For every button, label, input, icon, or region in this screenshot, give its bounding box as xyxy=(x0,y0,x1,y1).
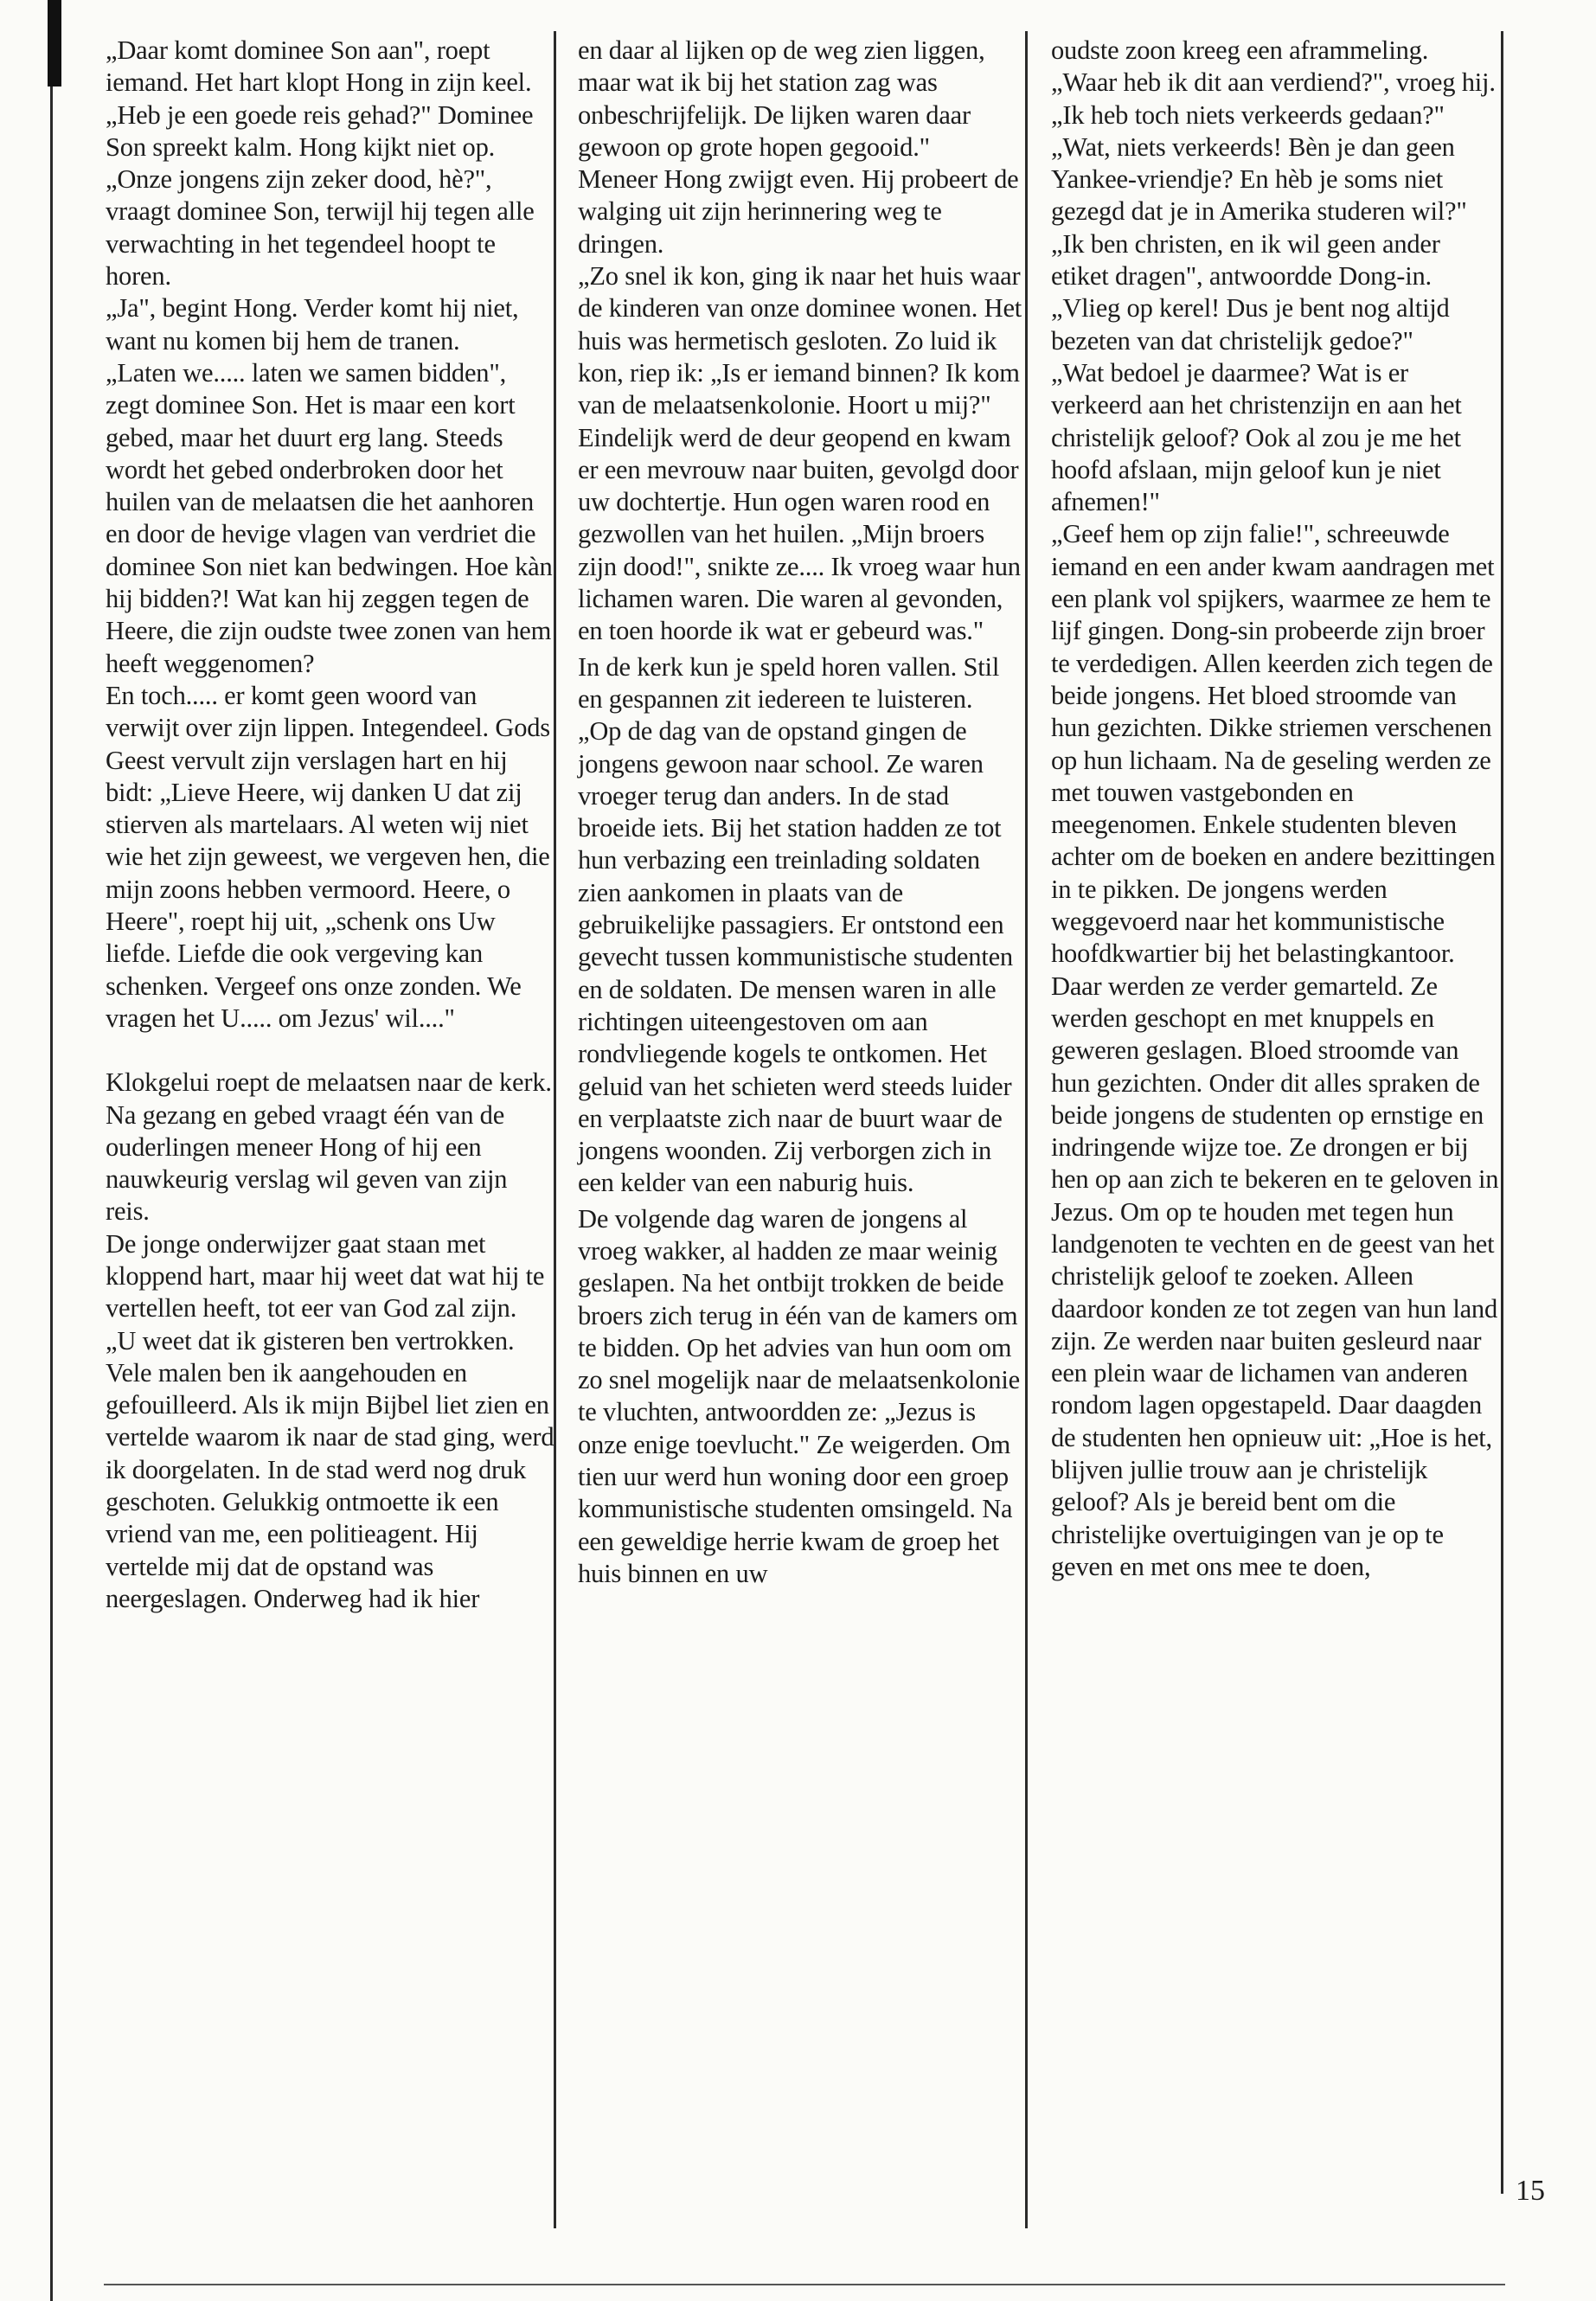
paragraph: „U weet dat ik gisteren ben vertrokken. Vele malen ben ik aangehouden en gefouilleerd. Als ik mijn Bijbel liet zien en vertelde waarom ik naar de stad ging, werd ik doorgelaten. In de stad werd nog druk geschoten. Gelukkig ontmoette ik een vriend van me, een politieagent. Hij vertelde mij dat de opstand was neergeslagen. Onderweg had ik hier xyxy=(106,1325,554,1613)
paragraph: „Wat bedoel je daarmee? Wat is er verkeerd aan het christenzijn en aan het christelijk geloof? Ook al zou je me het hoofd afslaan, mijn geloof kun je niet afnemen!" xyxy=(1051,357,1462,517)
paragraph: „Heb je een goede reis gehad?" Dominee Son spreekt kalm. Hong kijkt niet op. xyxy=(106,99,534,162)
text-column-1 xyxy=(106,35,555,1615)
paragraph: „Waar heb ik dit aan verdiend?", vroeg hij. „Ik heb toch niets verkeerds gedaan?" xyxy=(1051,67,1496,130)
paragraph: „Op de dag van de opstand gingen de jongens gewoon naar school. Ze waren vroeger terug dan anders. In de stad broeide iets. Bij het station hadden ze tot hun verbazing een treinlading soldaten zien aankomen in plaats van de gebruikelijke passagiers. Er ontstond een gevecht tussen kommunistische studenten en de soldaten. De mensen waren in alle richtingen uiteengestoven om aan rondvliegende kogels te ontkomen. Het geluid van het schieten werd steeds luider en verplaatste zich naar de buurt waar de jongens woonden. Zij verborgen zich in een kelder van een naburig huis. xyxy=(578,716,1013,1198)
column-rule-3 xyxy=(1501,31,1503,2194)
paragraph: De jonge onderwijzer gaat staan met kloppend hart, maar hij weet dat wat hij te vertellen heeft, tot eer van God zal zijn. xyxy=(106,1228,545,1324)
paragraph: Klokgelui roept de melaatsen naar de kerk. Na gezang en gebed vraagt één van de ouderlingen meneer Hong of hij een nauwkeurig verslag wil geven van zijn reis. xyxy=(106,1067,552,1227)
paragraph: De volgende dag waren de jongens al vroeg wakker, al hadden ze maar weinig geslapen. Na het ontbijt trokken de beide broers zich terug in één van de kamers om te bidden. Op het advies van hun oom om zo snel mogelijk naar de melaatsenkolonie te vluchten, antwoordden ze: „Jezus is onze enige toevlucht." Ze weigerden. Om tien uur werd hun woning door een groep kommunistische studenten omsingeld. Na een geweldige herrie kwam de groep het huis binnen en uw xyxy=(578,1203,1020,1588)
paragraph: En toch..... er komt geen woord van verwijt over zijn lippen. Integendeel. Gods Geest vervult zijn verslagen hart en hij bidt: „Lieve Heere, wij danken U dat zij stierven als martelaars. Al weten wij niet wie het zijn geweest, we vergeven hen, die mijn zoons hebben vermoord. Heere, o Heere", roept hij uit, „schenk ons Uw liefde. Liefde die ook vergeving kan schenken. Vergeef ons onze zonden. We vragen het U..... om Jezus' wil...." xyxy=(106,680,550,1033)
text-column-2 xyxy=(578,35,1028,1590)
page-left-edge xyxy=(50,87,53,2301)
page-bottom-edge xyxy=(104,2284,1505,2285)
paragraph: en daar al lijken op de weg zien liggen, maar wat ik bij het station zag was onbeschrijfelijk. De lijken waren daar gewoon op grote hopen gegooid." xyxy=(578,35,985,162)
paragraph: „Ik ben christen, en ik wil geen ander etiket dragen", antwoordde Dong-in. xyxy=(1051,228,1440,292)
paragraph: „Onze jongens zijn zeker dood, hè?", vraagt dominee Son, terwijl hij tegen alle verwachting in het tegendeel hoopt te horen. xyxy=(106,164,535,292)
paragraph: „Ja", begint Hong. Verder komt hij niet, want nu komen bij hem de tranen. xyxy=(106,293,519,356)
paragraph: „Vlieg op kerel! Dus je bent nog altijd bezeten van dat christelijk gedoe?" xyxy=(1051,293,1450,356)
paragraph: „Daar komt dominee Son aan", roept iemand. Het hart klopt Hong in zijn keel. xyxy=(106,35,532,98)
paragraph: „Laten we..... laten we samen bidden", zegt dominee Son. Het is maar een kort gebed, maar het duurt erg lang. Steeds wordt het gebed onderbroken door het huilen van de melaatsen die het aanhoren en door de hevige vlagen van verdriet die dominee Son niet kan bedwingen. Hoe kàn hij bidden?! Wat kan hij zeggen tegen de Heere, die zijn oudste twee zonen van hem heeft weggenomen? xyxy=(106,357,553,678)
paragraph: „Zo snel ik kon, ging ik naar het huis waar de kinderen van onze dominee wonen. Het huis was hermetisch gesloten. Zo luid ik kon, riep ik: „Is er iemand binnen? Ik kom van de melaatsenkolonie. Hoort u mij?" Eindelijk werd de deur geopend en kwam er een mevrouw naar buiten, gevolgd door uw dochtertje. Hun ogen waren rood en gezwollen van het huilen. „Mijn broers zijn dood!", snikte ze.... Ik vroeg waar hun lichamen waren. Die waren al gevonden, en toen hoorde ik wat er gebeurd was." xyxy=(578,261,1022,646)
paragraph: In de kerk kun je speld horen vallen. Stil en gespannen zit iedereen te luisteren. xyxy=(578,651,1000,714)
paragraph: oudste zoon kreeg een aframmeling. xyxy=(1051,35,1429,65)
page-number: 15 xyxy=(1516,2175,1545,2207)
paragraph: Meneer Hong zwijgt even. Hij probeert de walging uit zijn herinnering weg te dringen. xyxy=(578,164,1019,259)
paragraph: „Wat, niets verkeerds! Bèn je dan geen Yankee-vriendje? En hèb je soms niet gezegd dat je in Amerika studeren wil?" xyxy=(1051,131,1467,227)
binding-edge-mark xyxy=(48,0,61,87)
text-column-3 xyxy=(1051,35,1501,1583)
paragraph: „Geef hem op zijn falie!", schreeuwde iemand en een ander kwam aandragen met een plank vol spijkers, waarmee ze hem te lijf gingen. Dong-sin probeerde zijn broer te verdedigen. Allen keerden zich tegen de beide jongens. Het bloed stroomde van hun gezichten. Dikke striemen verschenen op hun lichaam. Na de geseling werden ze met touwen vastgebonden en meegenomen. Enkele studenten bleven achter om de boeken en andere bezittingen in te pikken. De jongens werden weggevoerd naar het kommunistische hoofdkwartier bij het belastingkantoor. Daar werden ze verder gemarteld. Ze werden geschopt en met knuppels en geweren geslagen. Bloed stroomde van hun gezichten. Onder dit alles spraken de beide jongens de studenten op ernstige en indringende wijze toe. Ze drongen er bij hen op aan zich te bekeren en te geloven in Jezus. Om op te houden met tegen hun landgenoten te vechten en de geest van het christelijk geloof te zoeken. Alleen daardoor konden ze tot zegen van hun land zijn. Ze werden naar buiten gesleurd naar een plein waar de lichamen van anderen rondom lagen opgestapeld. Daar daagden de studenten hen opnieuw uit: „Hoe is het, blijven jullie trouw aan je christelijk geloof? Als je bereid bent om die christelijke overtuigingen van je op te geven en met ons mee te doen, xyxy=(1051,519,1499,1581)
